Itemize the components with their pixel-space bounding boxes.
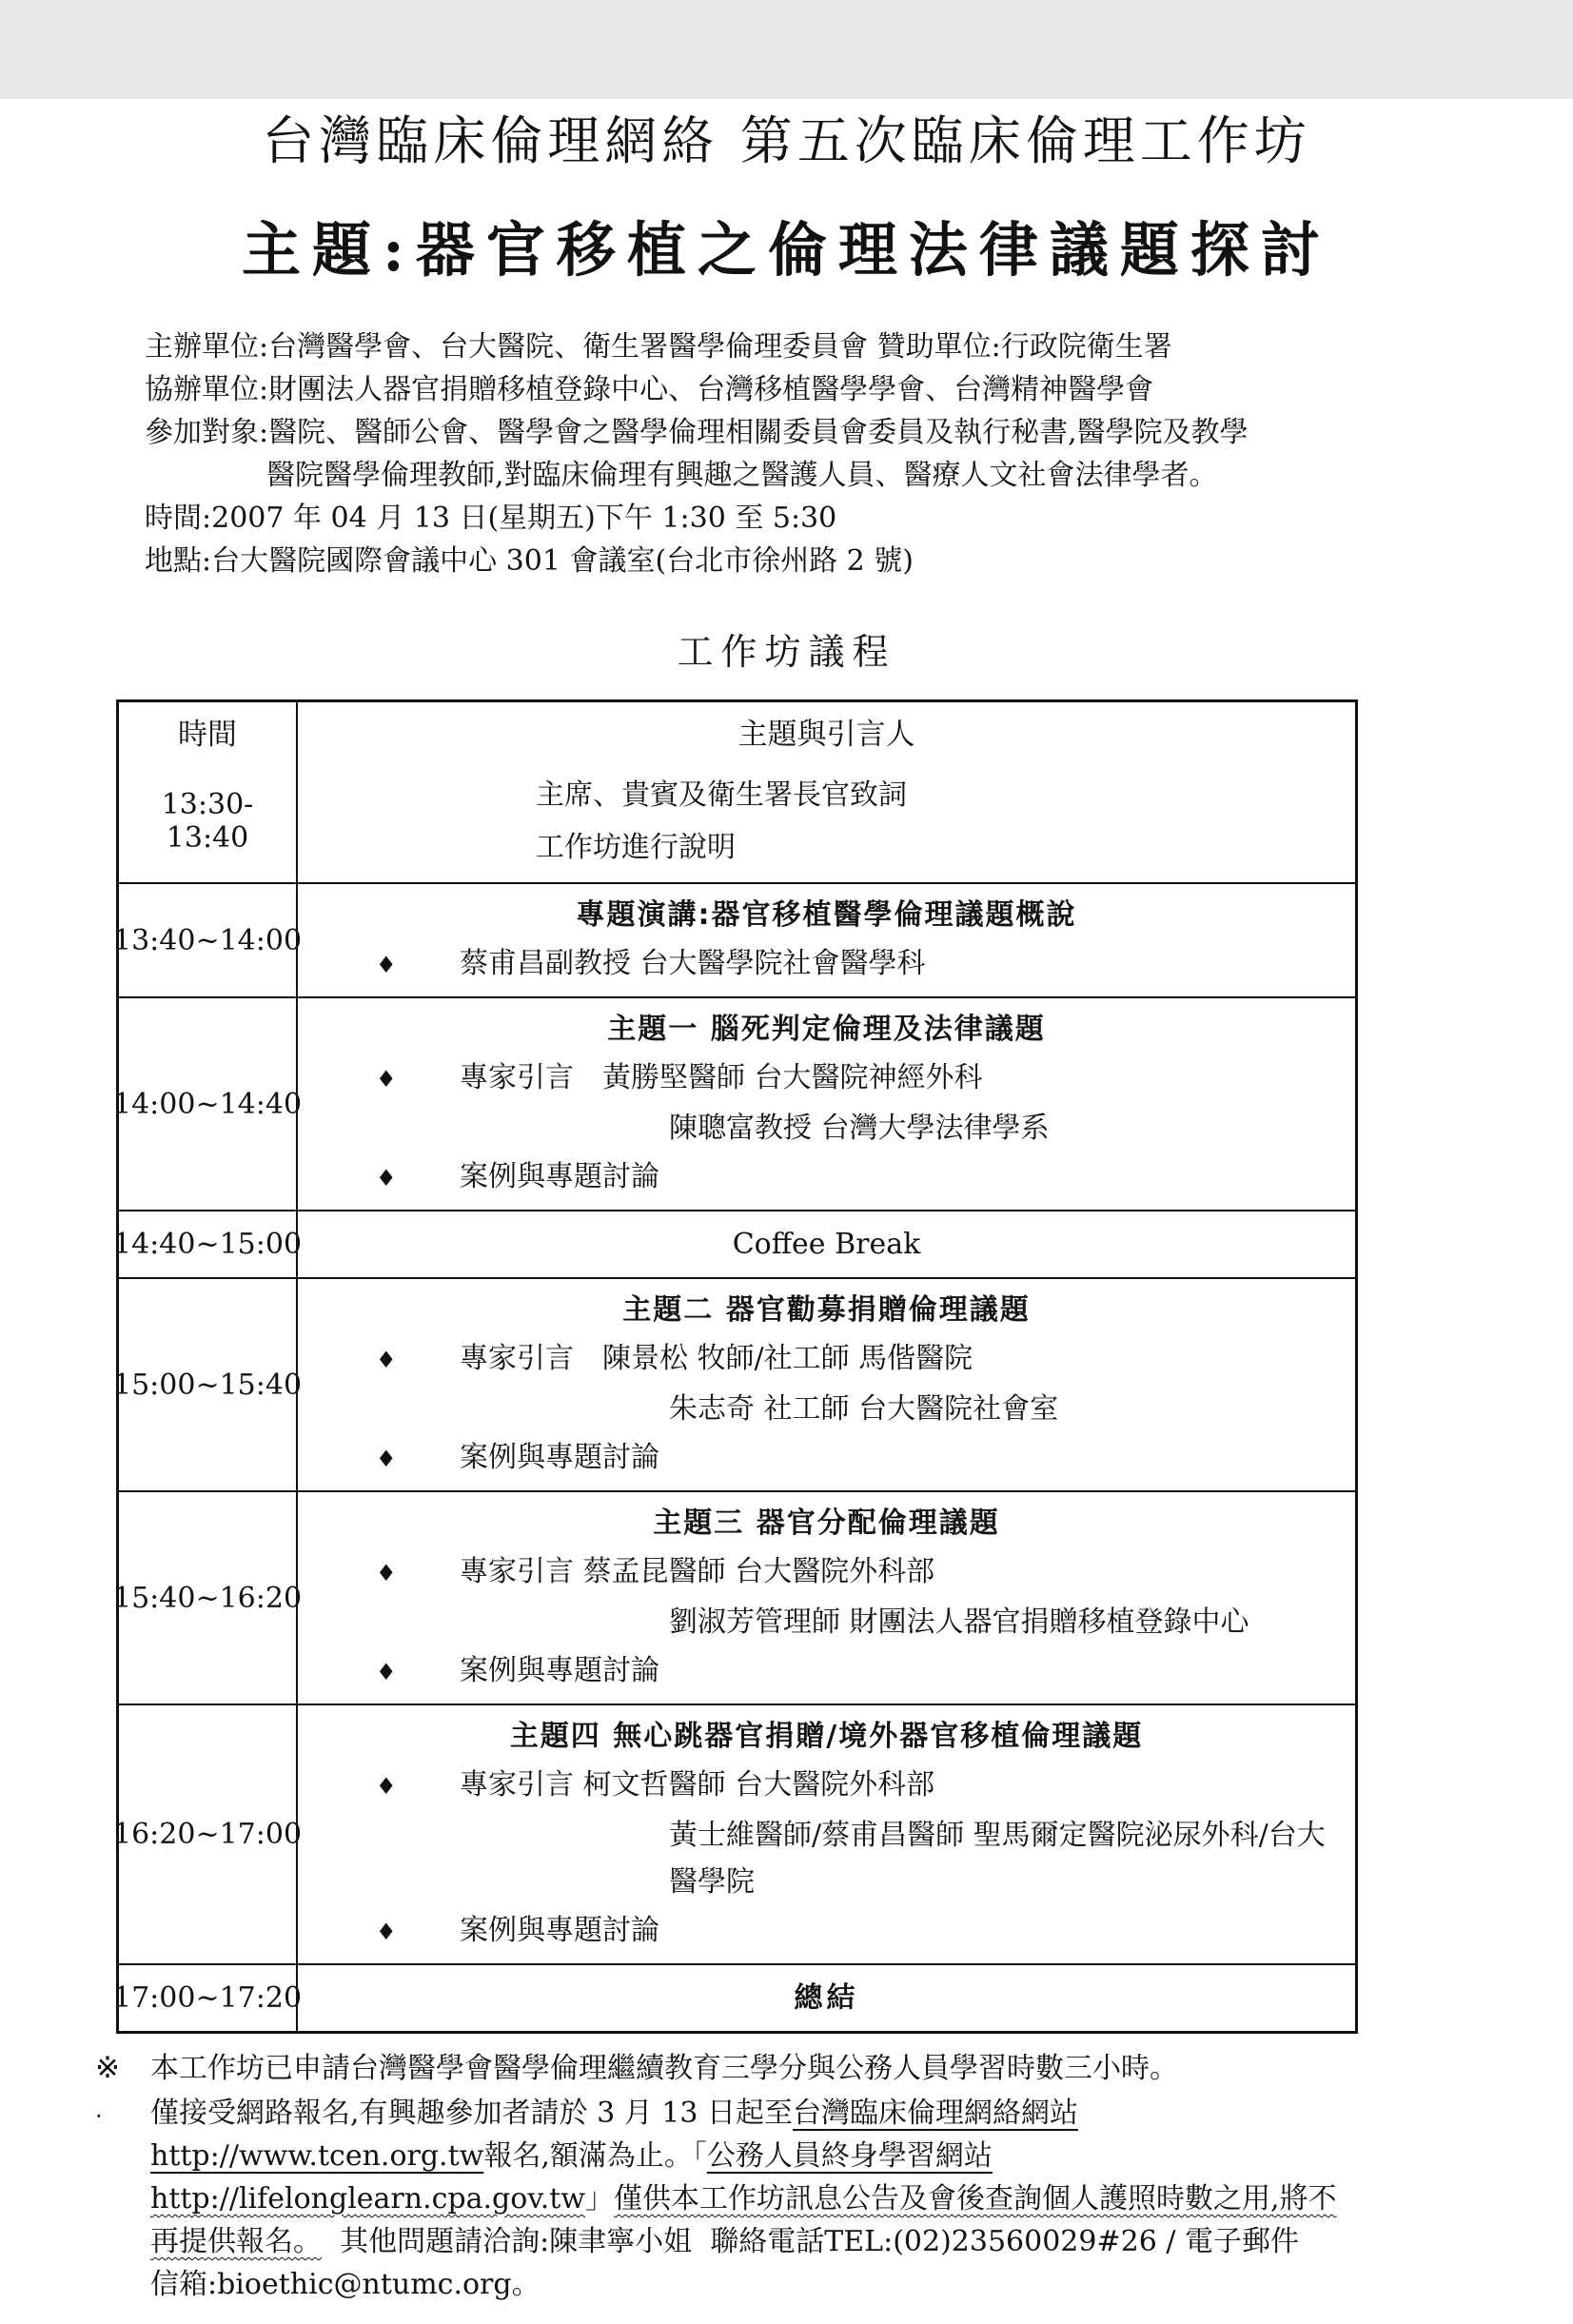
diamond-bullet-icon: ♦ (376, 952, 397, 978)
diamond-bullet-icon: ♦ (376, 1347, 397, 1373)
agenda-line-center-bold: 總結 (794, 1981, 859, 2015)
info-block (145, 325, 1459, 582)
column-header-topic: 主題與引言人 (737, 718, 915, 752)
diamond-bullet-icon: ♦ (376, 1560, 397, 1586)
agenda-line-heading: 主題二 器官勸募捐贈倫理議題 (622, 1293, 1031, 1327)
info-line: 醫院醫學倫理教師,對臨床倫理有興趣之醫護人員、醫療人文社會法律學者。 (266, 459, 1218, 492)
info-line: 時間:2007 年 04 月 13 日(星期五)下午 1:30 至 5:30 (145, 502, 837, 535)
agenda-line-bullet (315, 1434, 1338, 1483)
info-line: 主辦單位:台灣醫學會、台大醫院、衛生署醫學倫理委員會 贊助單位:行政院衛生署 (145, 330, 1172, 364)
agenda-line-plain: 主席、貴賓及衛生署長官致詞 (536, 778, 907, 812)
agenda-row (112, 1277, 1355, 1490)
agenda-line-text: 案例與專題討論 (460, 1914, 659, 1947)
agenda-time: 13:30-13:40 (119, 760, 298, 882)
info-line: 地點:台大醫院國際會議中心 301 會議室(台北市徐州路 2 號) (145, 544, 914, 578)
agenda-time: 14:40~15:00 (119, 1211, 298, 1277)
agenda-line-bullet (315, 940, 1338, 989)
agenda-topic-cell (298, 1211, 1355, 1277)
column-header-time: 時間 (119, 702, 298, 760)
note-credit-text: 本工作坊已申請台灣醫學會醫學倫理繼續教育三學分與公務人員學習時數三小時。 (150, 2052, 1178, 2085)
agenda-line-plain: 工作坊進行說明 (536, 831, 736, 864)
note-text-segment: 其他問題請洽詢:陳聿寧小姐 聯絡電話TEL:(02)23560029#26 / 電子郵件 (322, 2225, 1299, 2258)
diamond-bullet-icon: ♦ (376, 1446, 397, 1472)
agenda-line-heading: 專題演講:器官移植醫學倫理議題概說 (576, 898, 1077, 932)
note-registration-text (150, 2092, 1487, 2306)
note-registration-line (150, 2177, 1487, 2220)
agenda-header-row (119, 702, 1355, 760)
agenda-heading: 工作坊議程 (677, 631, 896, 673)
agenda-line-bullet (315, 1054, 1338, 1103)
agenda-line-heading: 主題三 器官分配倫理議題 (653, 1507, 1000, 1540)
info-line: 參加對象:醫院、醫師公會、醫學會之醫學倫理相關委員會委員及執行秘書,醫學院及教學 (145, 416, 1249, 449)
agenda-line-text: 案例與專題討論 (460, 1441, 659, 1474)
agenda-topic-cell (298, 998, 1355, 1210)
agenda-row (112, 1704, 1355, 1963)
agenda-line-text: 專家引言 蔡孟昆醫師 台大醫院外科部 (460, 1555, 935, 1588)
note-registration-line (150, 2220, 1487, 2263)
agenda-line-bullet (315, 1647, 1338, 1696)
agenda-row (112, 1490, 1355, 1704)
note-text-segment: 」 (584, 2182, 614, 2216)
agenda-line-heading: 主題一 腦死判定倫理及法律議題 (607, 1013, 1046, 1046)
note-credit (95, 2047, 1487, 2090)
agenda-line-bullet (315, 1153, 1338, 1202)
note-text-segment: 僅供本工作坊訊息公告及會後查詢個人護照時數之用,將不 (613, 2182, 1337, 2216)
agenda-line-cont: 朱志奇 社工師 台大醫院社會室 (669, 1392, 1059, 1426)
note-registration-marker: ‧ (95, 2103, 103, 2130)
agenda-line-center: Coffee Break (732, 1228, 921, 1261)
agenda-line-text: 專家引言 柯文哲醫師 台大醫院外科部 (460, 1768, 935, 1802)
agenda-row (119, 760, 1355, 882)
agenda-time: 16:20~17:00 (119, 1705, 298, 1963)
note-registration-line (150, 2092, 1487, 2135)
diamond-bullet-icon: ♦ (376, 1066, 397, 1093)
agenda-line-cont: 劉淑芳管理師 財團法人器官捐贈移植登錄中心 (669, 1605, 1249, 1639)
agenda-time: 14:00~14:40 (119, 998, 298, 1210)
document-title: 台灣臨床倫理網絡 第五次臨床倫理工作坊 (262, 110, 1311, 171)
agenda-row (112, 1210, 1355, 1277)
diamond-bullet-icon: ♦ (376, 1659, 397, 1685)
note-text-segment: 公務人員終身學習網站 (706, 2139, 993, 2173)
info-line: 協辦單位:財團法人器官捐贈移植登錄中心、台灣移植醫學學會、台灣精神醫學會 (145, 373, 1154, 406)
agenda-topic-cell (298, 1965, 1355, 2031)
agenda-line-text: 案例與專題討論 (460, 1160, 659, 1193)
diamond-bullet-icon: ♦ (376, 1165, 397, 1192)
agenda-topic-cell (298, 884, 1355, 996)
note-text-segment: 報名,額滿為止。「 (483, 2139, 707, 2173)
agenda-row (112, 996, 1355, 1210)
agenda-row (112, 1963, 1355, 2031)
note-text-segment: 再提供報名。 (150, 2225, 322, 2258)
agenda-line-text: 蔡甫昌副教授 台大醫學院社會醫學科 (460, 947, 926, 980)
agenda-line-text: 專家引言 黃勝堅醫師 台大醫院神經外科 (460, 1061, 983, 1094)
document-subtitle: 主題:器官移植之倫理法律議題探討 (242, 215, 1331, 285)
note-text-segment: 信箱:bioethic@ntumc.org。 (150, 2268, 541, 2301)
url-text: http://lifelonglearn.cpa.gov.tw (150, 2182, 585, 2216)
note-registration (95, 2092, 1487, 2306)
footer-notes (95, 2047, 1487, 2306)
agenda-line-bullet (315, 1762, 1338, 1810)
agenda-line-cont: 黃士維醫師/蔡甫昌醫師 聖馬爾定醫院泌尿外科/台大醫學院 (669, 1819, 1326, 1899)
agenda-line-heading: 主題四 無心跳器官捐贈/境外器官移植倫理議題 (509, 1720, 1144, 1753)
agenda-line-bullet (315, 1907, 1338, 1956)
agenda-row (112, 882, 1355, 996)
agenda-table (112, 699, 1358, 2034)
scanned-document-page (0, 99, 1573, 2324)
agenda-line-text: 專家引言 陳景松 牧師/社工師 馬偕醫院 (460, 1342, 973, 1375)
diamond-bullet-icon: ♦ (376, 1919, 397, 1945)
note-text-segment: 僅接受網路報名,有興趣參加者請於 3 月 13 日起至 (150, 2097, 793, 2130)
agenda-topic-cell (298, 1705, 1355, 1963)
agenda-line-bullet (315, 1335, 1338, 1384)
agenda-time: 17:00~17:20 (119, 1965, 298, 2031)
agenda-line-bullet (315, 1548, 1338, 1597)
note-registration-line (150, 2135, 1487, 2177)
url-text: http://www.tcen.org.tw (150, 2139, 484, 2173)
agenda-topic-cell (298, 760, 1355, 882)
diamond-bullet-icon: ♦ (376, 1773, 397, 1800)
note-credit-marker: ※ (95, 2051, 120, 2085)
agenda-time: 15:40~16:20 (119, 1492, 298, 1704)
agenda-line-cont: 陳聰富教授 台灣大學法律學系 (669, 1112, 1050, 1145)
note-text-segment: 台灣臨床倫理網絡網站 (792, 2097, 1078, 2130)
agenda-time: 13:40~14:00 (119, 884, 298, 996)
agenda-topic-cell (298, 1492, 1355, 1704)
agenda-topic-cell (298, 1279, 1355, 1490)
agenda-line-text: 案例與專題討論 (460, 1654, 659, 1687)
agenda-time: 15:00~15:40 (119, 1279, 298, 1490)
note-registration-line (150, 2263, 1487, 2306)
